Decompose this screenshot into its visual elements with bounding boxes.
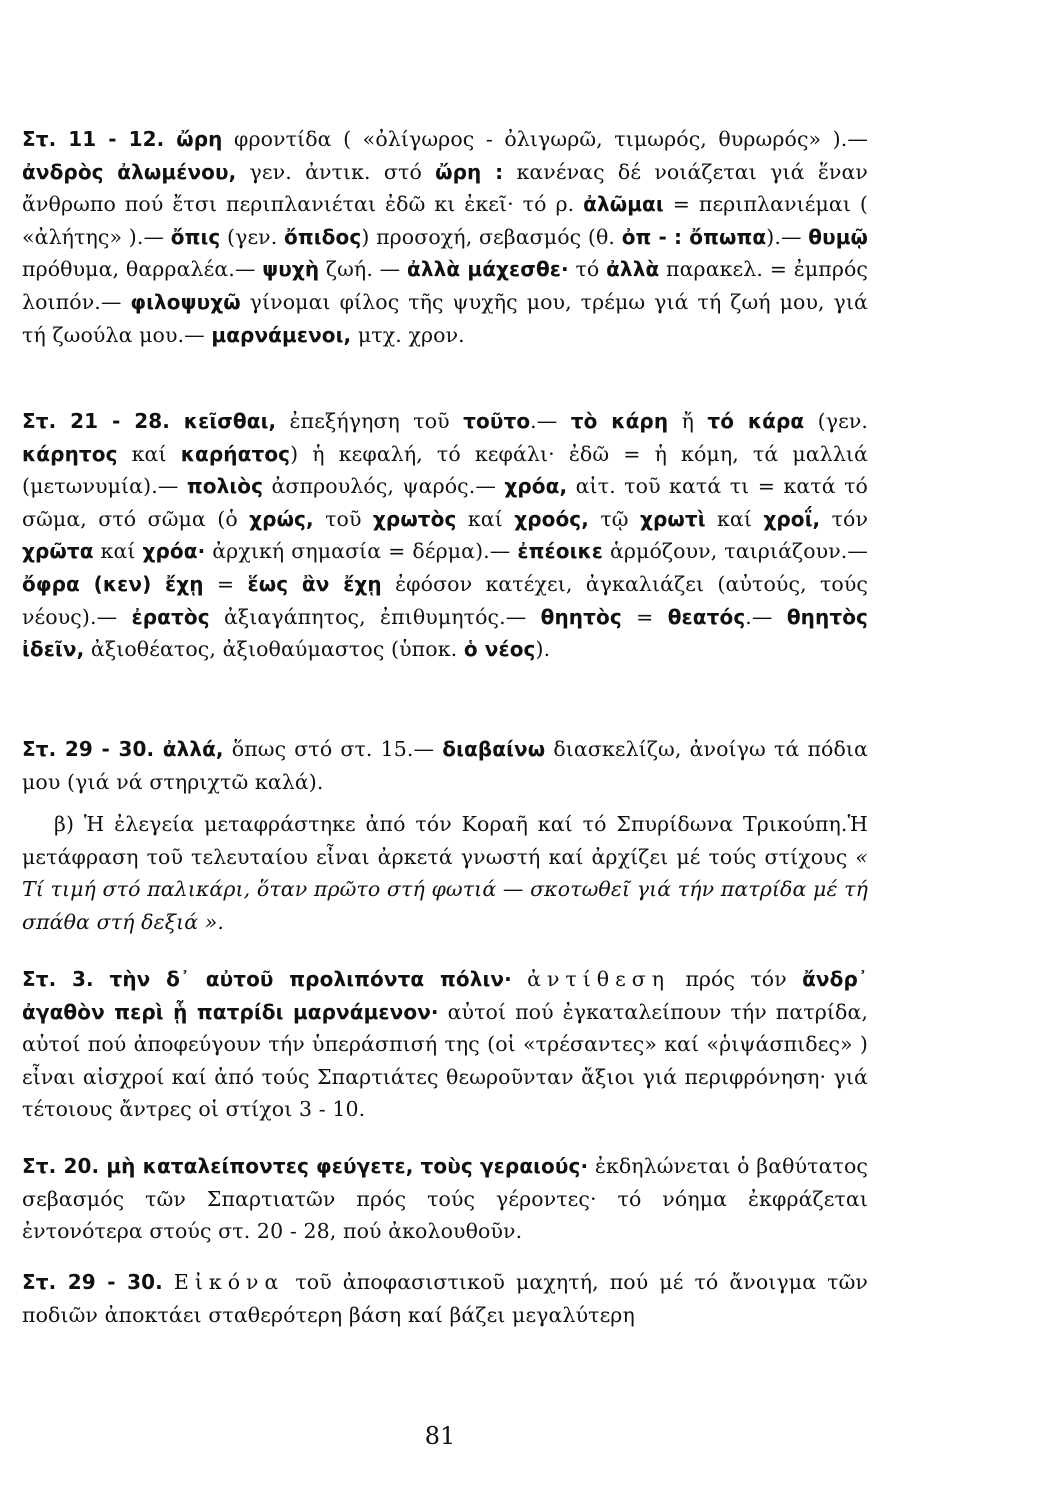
text: .— (745, 604, 787, 629)
page-number: 81 (424, 1422, 456, 1450)
text: αὐτοί πού ἐγκαταλείπουν τήν πατρίδα, αὐτοί πού ἀποφεύγουν τήν ὑπεράσπισή της (οἱ «τρέσαντες» καί «ῥιψάσπιδες» ) εἶναι αἰσχροί καί ἀπό τούς Σπαρτιάτες θεωροῦνταν ἄξιοι γιά περιφρόνηση· γιά τέτοιους ἄντρες οἱ στίχοι 3 - 10. (22, 999, 868, 1122)
term: ὁ νέος (463, 637, 536, 662)
term: τό κάρα (707, 409, 805, 433)
term: χρόα, (504, 474, 568, 499)
text: (γεν. (804, 409, 868, 433)
term: ὄπιδος (284, 224, 362, 249)
text: ἀσπρουλός, ψαρός.— (263, 474, 505, 499)
term: μαρνάμενοι, (211, 322, 352, 347)
text: = (203, 571, 248, 596)
term: ὀπ - : ὄπωπα (621, 224, 767, 249)
term: χρώς, (249, 506, 314, 531)
text: πρός τόν (670, 967, 803, 991)
term: θηητὸς (540, 604, 622, 629)
text: ἐκδηλώνεται ὁ βαθύτατος σεβασμός τῶν Σπαρτιατῶν πρός τούς γέροντες· τό νόημα ἐκφράζεται ἐντονότερα στούς στ. 20 - 28, πού ἀκολουθοῦν. (22, 1154, 868, 1244)
paragraph-verses-29-30-b (22, 1266, 868, 1331)
text: φροντίδα ( «ὀλίγωρος - ὀλιγωρῶ, τιμωρός, θυρωρός» ).— (222, 127, 868, 151)
paragraph-translation-note (22, 808, 868, 938)
term: κάρητος (22, 441, 118, 466)
paragraph-verse-20 (22, 1150, 868, 1248)
text: τό (568, 257, 607, 282)
text: = (621, 604, 668, 629)
verse-ref: Στ. 11 - 12. ὤρη (22, 127, 223, 151)
text: καί (456, 506, 515, 531)
term: ἀλλὰ μάχεσθε· (407, 257, 569, 282)
term: ἐρατὸς (131, 604, 210, 629)
text: γίνομαι φίλος τῆς ψυχῆς μου, τρέμω γιά τή ζωή μου, γιά τή ζωούλα μου.— (22, 289, 868, 347)
text: μτχ. χρον. (351, 322, 465, 347)
text: .— (530, 409, 571, 433)
text: αἰτ. τοῦ κατά τι = κατά τό σῶμα, στό σῶμα (ὁ (22, 474, 868, 531)
term: θυμῷ (808, 224, 868, 249)
text: πρόθυμα, θαρραλέα.— (22, 257, 263, 282)
term: τὸ κάρη (570, 409, 669, 433)
text: ἤ (668, 409, 708, 433)
text (512, 967, 527, 991)
term: ὤρη : (435, 159, 504, 184)
term: ἀνδρὸς ἀλωμένου, (22, 159, 237, 184)
term: θηητὸς ἰδεῖν, (22, 604, 868, 662)
term: ἀλλὰ (606, 257, 660, 282)
text: καί (93, 539, 143, 564)
text: τοῦ ἀποφασιστικοῦ μαχητή, πού μέ τό ἄνοιγμα τῶν ποδιῶν ἀποκτάει σταθερότερη βάση καί βάζει μεγαλύτερη (22, 1270, 868, 1327)
term: ἕως ἂν ἔχῃ (247, 571, 382, 596)
term: χρωτὶ (639, 506, 706, 531)
paragraph-verse-3 (22, 963, 868, 1126)
quoted-verse: « Τί τιμή στό παλικάρι, ὅταν πρῶτο στή φωτιά — σκοτωθεῖ γιά τήν πατρίδα μέ τή σπάθα στή δεξιά ». (22, 844, 868, 934)
term: χροός, (514, 506, 589, 531)
term: πολιὸς (186, 474, 264, 499)
text: γεν. ἀντικ. στό (236, 159, 436, 184)
term: χροΐ, (763, 506, 821, 531)
term: ἐπέοικε (517, 539, 604, 564)
term: χρόα· (142, 539, 206, 564)
text: ἀξιοθέατος, ἀξιοθαύμαστος (ὑποκ. (84, 637, 464, 662)
verse-ref: Στ. 21 - 28. κεῖσθαι, (22, 409, 277, 433)
verse-ref: Στ. 3. τὴν δ᾽ αὐτοῦ προλιπόντα πόλιν· (22, 967, 512, 991)
verse-ref: Στ. 29 - 30. ἀλλά, (22, 737, 224, 761)
verse-ref: Στ. 29 - 30. (22, 1270, 163, 1294)
text: παρακελ. = ἐμπρός λοιπόν.— (22, 257, 869, 314)
text: ζωή. — (319, 257, 408, 282)
term: καρήατος (180, 441, 291, 466)
text: ἀρχική σημασία = δέρμα).— (205, 539, 518, 564)
text: τόν (820, 506, 869, 531)
text: καί (705, 506, 764, 531)
text: ἐπεξήγηση τοῦ (276, 409, 464, 433)
text: ἀξιαγάπητος, ἐπιθυμητός.— (209, 604, 541, 629)
text: = περιπλανιέμαι ( «ἀλήτης» ).— (22, 192, 868, 249)
text: ) προσοχή, σεβασμός (θ. (361, 224, 622, 249)
text: τοῦ (313, 506, 373, 531)
term: τοῦτο (463, 409, 531, 433)
text: (γεν. (220, 224, 285, 249)
text: ). (535, 637, 551, 662)
text: ἁρμόζουν, ταιριάζουν.— (603, 539, 869, 564)
text: κανένας δέ νοιάζεται γιά ἕναν ἄνθρωπο πού ἔτσι περιπλανιέται ἐδῶ κι ἐκεῖ· τό ρ. (22, 159, 868, 217)
text: β) Ἡ ἐλεγεία μεταφράστηκε ἀπό τόν Κοραῆ καί τό Σπυρίδωνα Τρικούπη.Ἡ μετάφραση τοῦ τελευταίου εἶναι ἀρκετά γνωστή καί ἀρχίζει μέ τούς στίχους (22, 812, 868, 869)
term: χρωτὸς (372, 506, 457, 531)
text: ἐφόσον κατέχει, ἀγκαλιάζει (αὐτούς, τούς νέους).— (22, 571, 868, 629)
term: θεατός (667, 604, 746, 629)
term: ὄφρα (κεν) ἔχῃ (22, 571, 204, 596)
verse-ref: Στ. 20. μὴ καταλείποντες φεύγετε, τοὺς γεραιούς· (22, 1154, 589, 1178)
term: χρῶτα (22, 539, 94, 564)
term: ψυχὴ (262, 257, 320, 282)
text: καί (117, 441, 181, 466)
text: ) ἡ κεφαλή, τό κεφάλι· ἐδῶ = ἡ κόμη, τά μαλλιά (μετωνυμία).— (22, 441, 868, 499)
term: ἄνδρ᾽ ἀγαθὸν περὶ ᾗ πατρίδι μαρνάμενον· (22, 967, 868, 1024)
paragraph-verses-29-30-a (22, 733, 868, 798)
term: φιλοψυχῶ (130, 289, 241, 314)
text: τῷ (588, 506, 640, 531)
paragraph-verses-11-12 (22, 123, 868, 351)
term: ὄπις (170, 224, 221, 249)
spaced-word: ἀντίθεση (527, 967, 671, 991)
term: διαβαίνω (442, 737, 546, 761)
paragraph-verses-21-28 (22, 405, 868, 666)
term: ἀλῶμαι (583, 192, 664, 217)
spaced-word: Εἰκόνα (173, 1270, 285, 1294)
text (163, 1270, 174, 1294)
text: ).— (766, 224, 809, 249)
text: διασκελίζω, ἀνοίγω τά πόδια μου (γιά νά στηριχτῶ καλά). (22, 737, 868, 794)
text: ὅπως στό στ. 15.— (223, 737, 443, 761)
